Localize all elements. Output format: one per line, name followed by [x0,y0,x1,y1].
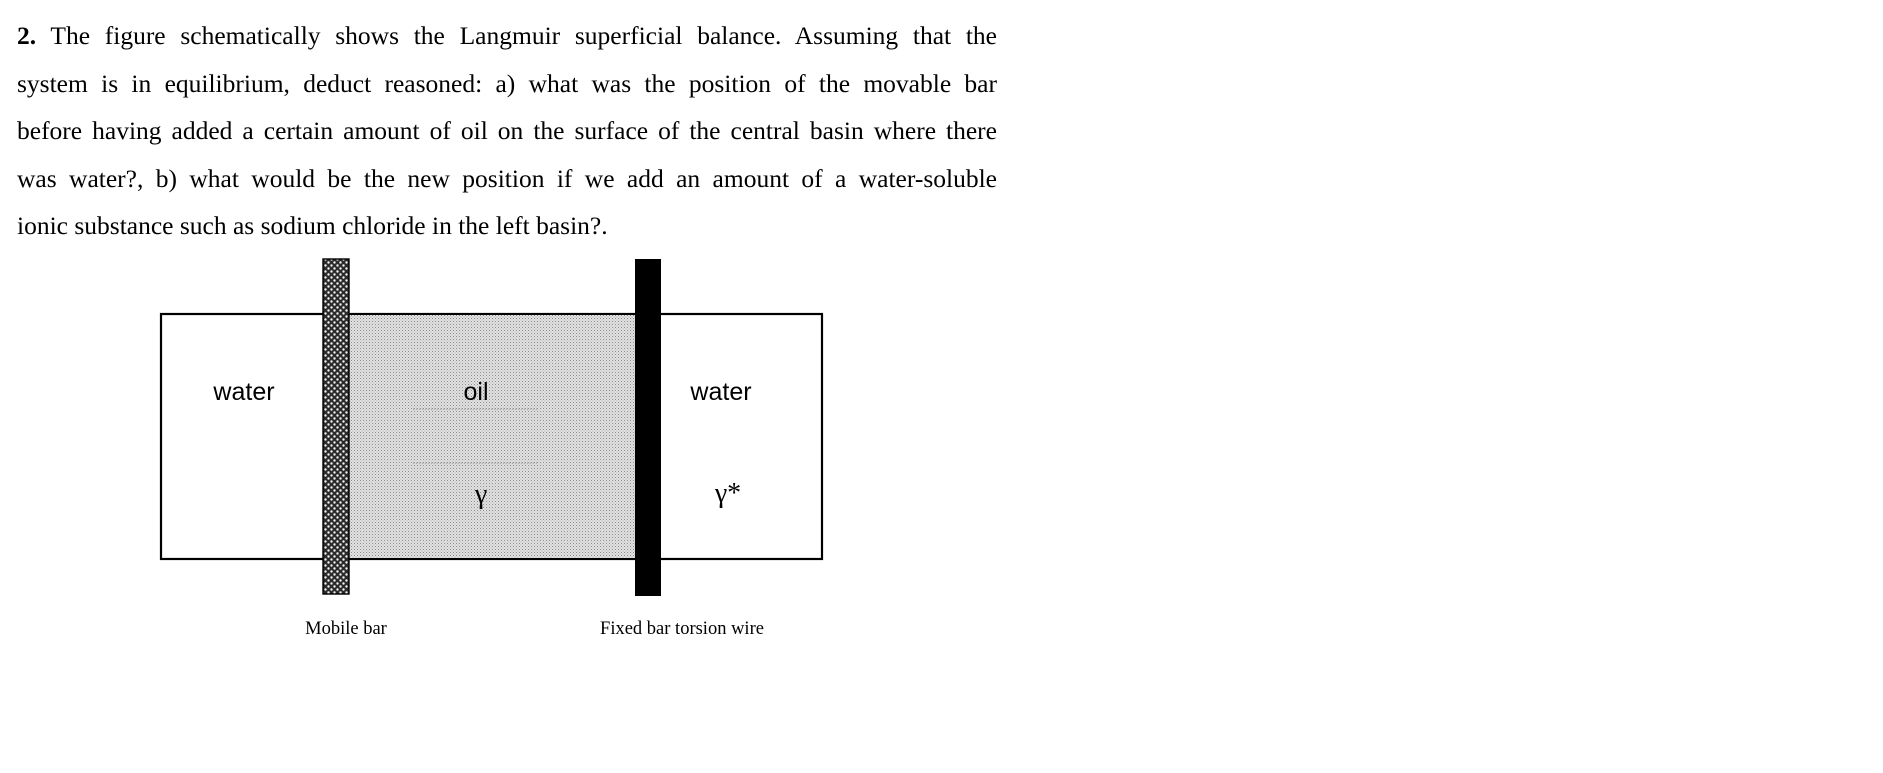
problem-line-5: ionic substance such as sodium chloride in the left basin?. [17,211,608,241]
oil-film-region [349,315,635,558]
mobile-bar [323,259,349,594]
problem-line-2: system is in equilibrium, deduct reasoned: a) what was the position of the movable bar [17,68,997,98]
problem-number: 2. [17,21,37,50]
fixed-bar [635,259,661,596]
fixed-bar-caption: Fixed bar torsion wire [600,619,764,639]
problem-text-1: The figure schematically shows the Langmuir superficial balance. Assuming that the [36,21,997,50]
mobile-bar-caption: Mobile bar [305,619,387,639]
left-basin-label: water [213,378,275,406]
center-basin-label: oil [463,378,489,406]
problem-line-3: before having added a certain amount of oil on the surface of the central basin where there [17,116,997,146]
problem-line-4: was water?, b) what would be the new position if we add an amount of a water-soluble [17,163,997,193]
center-tension-symbol: γ [474,479,488,510]
right-tension-symbol: γ* [714,478,742,509]
right-basin-label: water [690,378,752,406]
